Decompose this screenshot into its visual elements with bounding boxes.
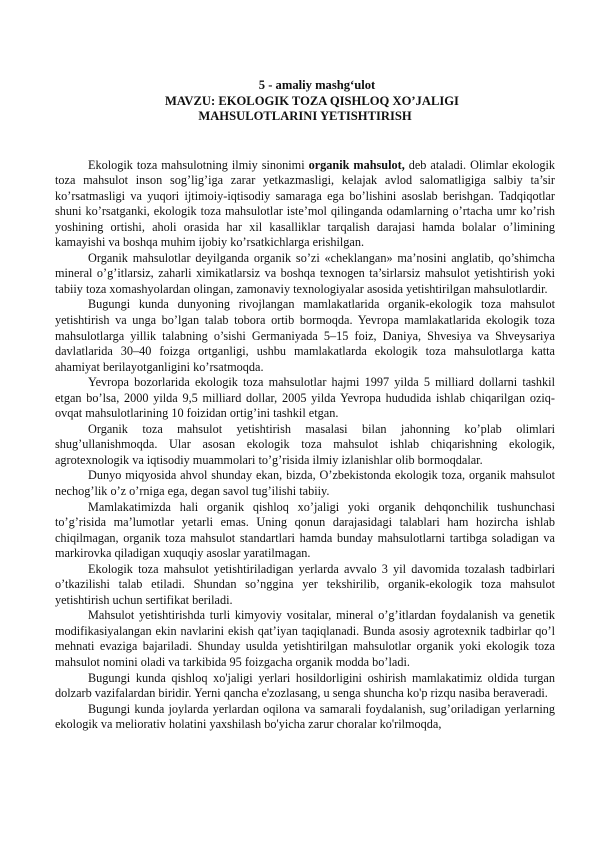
paragraph-1-rest: deb ataladi. Olimlar ekologik toza mahsulot inson sog’lig’iga zarar yetkazmasligi, kelajak avlod salomatligiga salbiy ta’sir ko’rsatmasligi va yuqori ijtimoiy-iqtisodiy samaraga ega bo’lishini asoslab berishgan. Tadqiqotlar shuni ko’rsatganki, ekologik toza mahsulotlar iste’mol qilinganda odamlarning o’rtacha umr ko’rish yoshining ortishi, aholi orasida har xil kasalliklar tarqalish darajasi hamda bolalar o’limining kamayishi va boshqa muhim ijobiy ko’rsatkichlarga erishilgan. (55, 157, 555, 250)
paragraph-8: Ekologik toza mahsulot yetishtiriladigan yerlarda avvalo 3 yil davomida tozalash tadbirlari o’tkazilishi talab etiladi. Shundan so’nggina yer tekshirilib, organik-ekologik toza mahsulot yetishtirish uchun sertifikat beriladi. (55, 561, 555, 607)
paragraph-1-intro: Ekologik toza mahsulotning ilmiy sinonimi (88, 157, 309, 172)
term-organik-mahsulot: organik mahsulot, (308, 157, 405, 172)
page-heading (55, 78, 555, 125)
paragraph-6: Dunyo miqyosida ahvol shunday ekan, bizda, O’zbekistonda ekologik toza, organik mahsulot nechog’lik o’z o’rniga ega, degan savol tug’ilishi tabiiy. (55, 468, 555, 498)
document-page (55, 78, 555, 733)
topic-title-line-2: MAHSULOTLARINI YETISHTIRISH (198, 109, 412, 123)
paragraph-9: Mahsulot yetishtirishda turli kimyoviy vositalar, mineral o’g’itlardan foydalanish va genetik modifikasiyalangan ekin navlarini ekish qat’iyan taqiqlanadi. Bunda asosiy agrotexnik tadbirlar qo’l mehnati evaziga bajariladi. Shunday usulda yetishtirilgan mahsulotlar organik yoki ekologik toza mahsulot nomini oladi va tarkibida 95 foizgacha organik modda bo’ladi. (55, 608, 555, 669)
topic-title-line-1: MAVZU: EKOLOGIK TOZA QISHLOQ XO’JALIGI (165, 93, 459, 108)
paragraph-10: Bugungi kunda qishloq xo'jaligi yerlari hosildorligini oshirish mamlakatimiz oldida turgan dolzarb vazifalardan biridir. Yerni qancha e'zozlasang, u senga shuncha ko'p rizqu nasiba beraveradi. (55, 670, 555, 701)
paragraph-11: Bugungi kunda joylarda yerlardan oqilona va samarali foydalanish, sug’oriladigan yerlarning ekologik va meliorativ holatini yaxshilash bo'yicha zarur choralar ko'rilmoqda, (55, 701, 555, 732)
paragraph-7: Mamlakatimizda hali organik qishloq xo’jaligi yoki organik dehqonchilik tushunchasi to’g’risida ma’lumotlar yetarli emas. Uning qonun darajasidagi talablari ham hozircha ishlab chiqilmagan, organik toza mahsulot standartlari hamda bunday mahsulotlarni tartibga soladigan va markirovka qiladigan xuquqiy asoslar yaratilmagan. (55, 499, 555, 561)
paragraph-2: Organik mahsulotlar deyilganda organik so’zi «cheklangan» ma’nosini anglatib, qo’shimcha mineral o’g’itlarsiz, zaharli ximikatlarsiz va boshqa texnogen ta’sirlarsiz mahsulot yetishtirish yoki tabiiy toza xomashyolardan olingan, zamonaviy texnologiyalar asosida yetishtirilgan mahsulotlardir. (55, 250, 555, 296)
paragraph-5: Organik toza mahsulot yetishtirish masalasi bilan jahonning ko’plab olimlari shug’ullanishmoqda. Ular asosan ekologik toza mahsulot ishlab chiqarishning ekologik, agrotexnologik va iqtisodiy muammolari to’g’risida ilmiy izlanishlar olib bormoqdalar. (55, 421, 555, 467)
document-body (55, 158, 555, 733)
paragraph-4: Yevropa bozorlarida ekologik toza mahsulotlar hajmi 1997 yilda 5 milliard dollarni tashkil etgan bo’lsa, 2000 yilda 9,5 milliard dollar, 2005 yilda Yevropa hududida ishlab chiqarilgan oziq-ovqat mahsulotlarining 10 foizidan ortig’ini tashkil etgan. (55, 375, 555, 421)
lesson-number: 5 - amaliy mashg‘ulot (258, 78, 376, 92)
paragraph-1 (55, 158, 555, 251)
paragraph-3: Bugungi kunda dunyoning rivojlangan mamlakatlarida organik-ekologik toza mahsulot yetishtirish va unga bo’lgan talab tobora ortib bormoqda. Yevropa mamlakatlarida ekologik toza mahsulotlarga yillik talabning o’sishi Germaniyada 5–15 foiz, Daniya, Shvesiya va Shveysariya davlatlarida 30–40 foizga ortganligi, ushbu mamlakatlarda ekologik toza mahsulotlarga katta ahamiyat berilayotganligini ko’rsatmoqda. (55, 297, 555, 374)
